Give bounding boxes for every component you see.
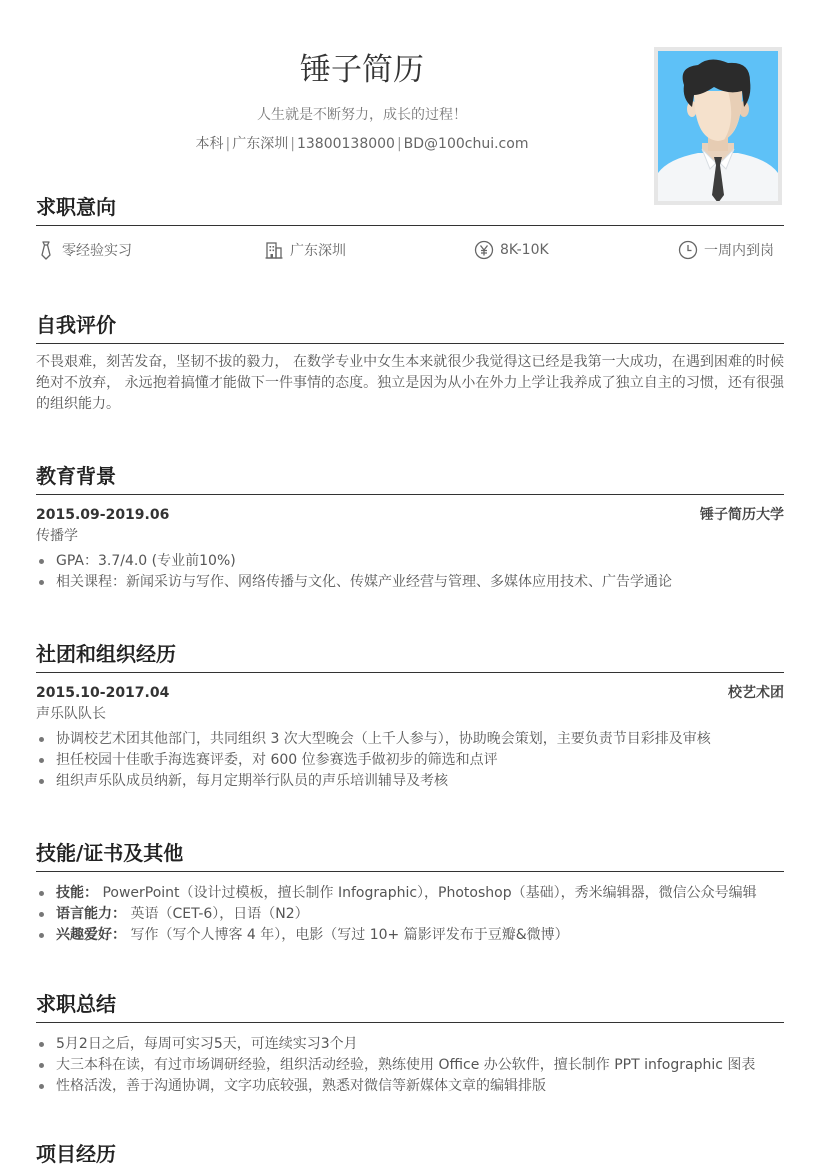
list-item: 协调校艺术团其他部门，共同组织 3 次大型晚会（上千人参与），协助晚会策划，主要负责节目彩排及审核 xyxy=(36,729,784,750)
section-title: 自我评价 xyxy=(36,311,784,344)
major: 传播学 xyxy=(36,528,78,544)
skill-text: PowerPoint（设计过模板，擅长制作 Infographic），Photoshop（基础），秀米编辑器，微信公众号编辑 xyxy=(98,885,757,901)
section-title: 教育背景 xyxy=(36,462,784,495)
section-title: 求职意向 xyxy=(36,193,784,226)
job-intent-row xyxy=(36,236,784,266)
phone: 13800138000 xyxy=(296,136,395,152)
intent-label: 一周内到岗 xyxy=(704,243,774,259)
club-list xyxy=(36,729,784,792)
job-intent-section xyxy=(36,193,784,266)
education-date: 2015.09-2019.06 xyxy=(36,507,170,523)
list-item xyxy=(36,883,784,904)
list-item: 担任校园十佳歌手海选赛评委，对 600 位参赛选手做初步的筛选和点评 xyxy=(36,750,784,771)
school-name: 锤子简历大学 xyxy=(700,507,784,523)
intent-item-salary xyxy=(474,240,549,260)
education-header xyxy=(36,505,784,526)
self-evaluation-section xyxy=(36,311,784,415)
section-title: 求职总结 xyxy=(36,990,784,1023)
contact-line: 本科 | 广东深圳 | 13800138000 | BD@100chui.com xyxy=(195,136,529,152)
building-icon xyxy=(264,240,284,260)
club-header xyxy=(36,683,784,704)
skill-text: 英语（CET-6），日语（N2） xyxy=(126,906,309,922)
club-org: 校艺术团 xyxy=(728,685,784,701)
section-title: 项目经历 xyxy=(36,1142,116,1166)
yen-icon xyxy=(474,240,494,260)
skills-section xyxy=(36,839,784,946)
clock-icon xyxy=(678,240,698,260)
list-item: 相关课程：新闻采访与写作、网络传播与文化、传媒产业经营与管理、多媒体应用技术、广告学通论 xyxy=(36,572,784,593)
list-item: 5月2日之后，每周可实习5天，可连续实习3个月 xyxy=(36,1034,784,1055)
motto: 人生就是不断努力，成长的过程！ xyxy=(257,107,467,123)
skill-label: 兴趣爱好： xyxy=(56,927,126,943)
avatar-illustration xyxy=(658,51,778,201)
intent-label: 零经验实习 xyxy=(62,243,132,259)
project-section xyxy=(36,1140,784,1172)
section-title: 社团和组织经历 xyxy=(36,640,784,673)
intent-label: 8K-10K xyxy=(500,242,549,258)
list-item: 性格活泼，善于沟通协调，文字功底较强，熟悉对微信等新媒体文章的编辑排版 xyxy=(36,1076,784,1097)
skill-text: 写作（写个人博客 4 年），电影（写过 10+ 篇影评发布于豆瓣&微博） xyxy=(126,927,569,943)
avatar xyxy=(654,47,782,205)
list-item: GPA：3.7/4.0 (专业前10%) xyxy=(36,551,784,572)
skill-label: 语言能力： xyxy=(56,906,126,922)
intent-item-experience xyxy=(36,240,132,260)
club-section xyxy=(36,640,784,792)
degree: 本科 xyxy=(195,136,224,152)
list-item xyxy=(36,925,784,946)
club-date: 2015.10-2017.04 xyxy=(36,685,170,701)
education-list xyxy=(36,551,784,593)
candidate-name: 锤子简历 xyxy=(300,52,424,88)
skill-label: 技能： xyxy=(56,885,98,901)
section-title: 技能/证书及其他 xyxy=(36,839,784,872)
location: 广东深圳 xyxy=(232,136,289,152)
tie-icon xyxy=(36,240,56,260)
list-item: 大三本科在读，有过市场调研经验，组织活动经验，熟练使用 Office 办公软件，擅长制作 PPT infographic 图表 xyxy=(36,1055,784,1076)
summary-list xyxy=(36,1034,784,1097)
intent-label: 广东深圳 xyxy=(290,243,346,259)
skills-list xyxy=(36,883,784,946)
summary-section xyxy=(36,990,784,1097)
self-evaluation-text: 不畏艰难，刻苦发奋，坚韧不拔的毅力， 在数学专业中女生本来就很少我觉得这已经是我第一大成功，在遇到困难的时候绝对不放弃， 永远抱着搞懂才能做下一件事情的态度。独立是因为从小在外力上学让我养成了独立自主的习惯，还有很强的组织能力。 xyxy=(36,354,784,412)
intent-item-city xyxy=(264,240,346,260)
list-item: 组织声乐队成员纳新，每月定期举行队员的声乐培训辅导及考核 xyxy=(36,771,784,792)
intent-item-availability xyxy=(678,240,774,260)
education-section xyxy=(36,462,784,593)
list-item xyxy=(36,904,784,925)
club-role: 声乐队队长 xyxy=(36,706,106,722)
email: BD@100chui.com xyxy=(403,136,529,152)
